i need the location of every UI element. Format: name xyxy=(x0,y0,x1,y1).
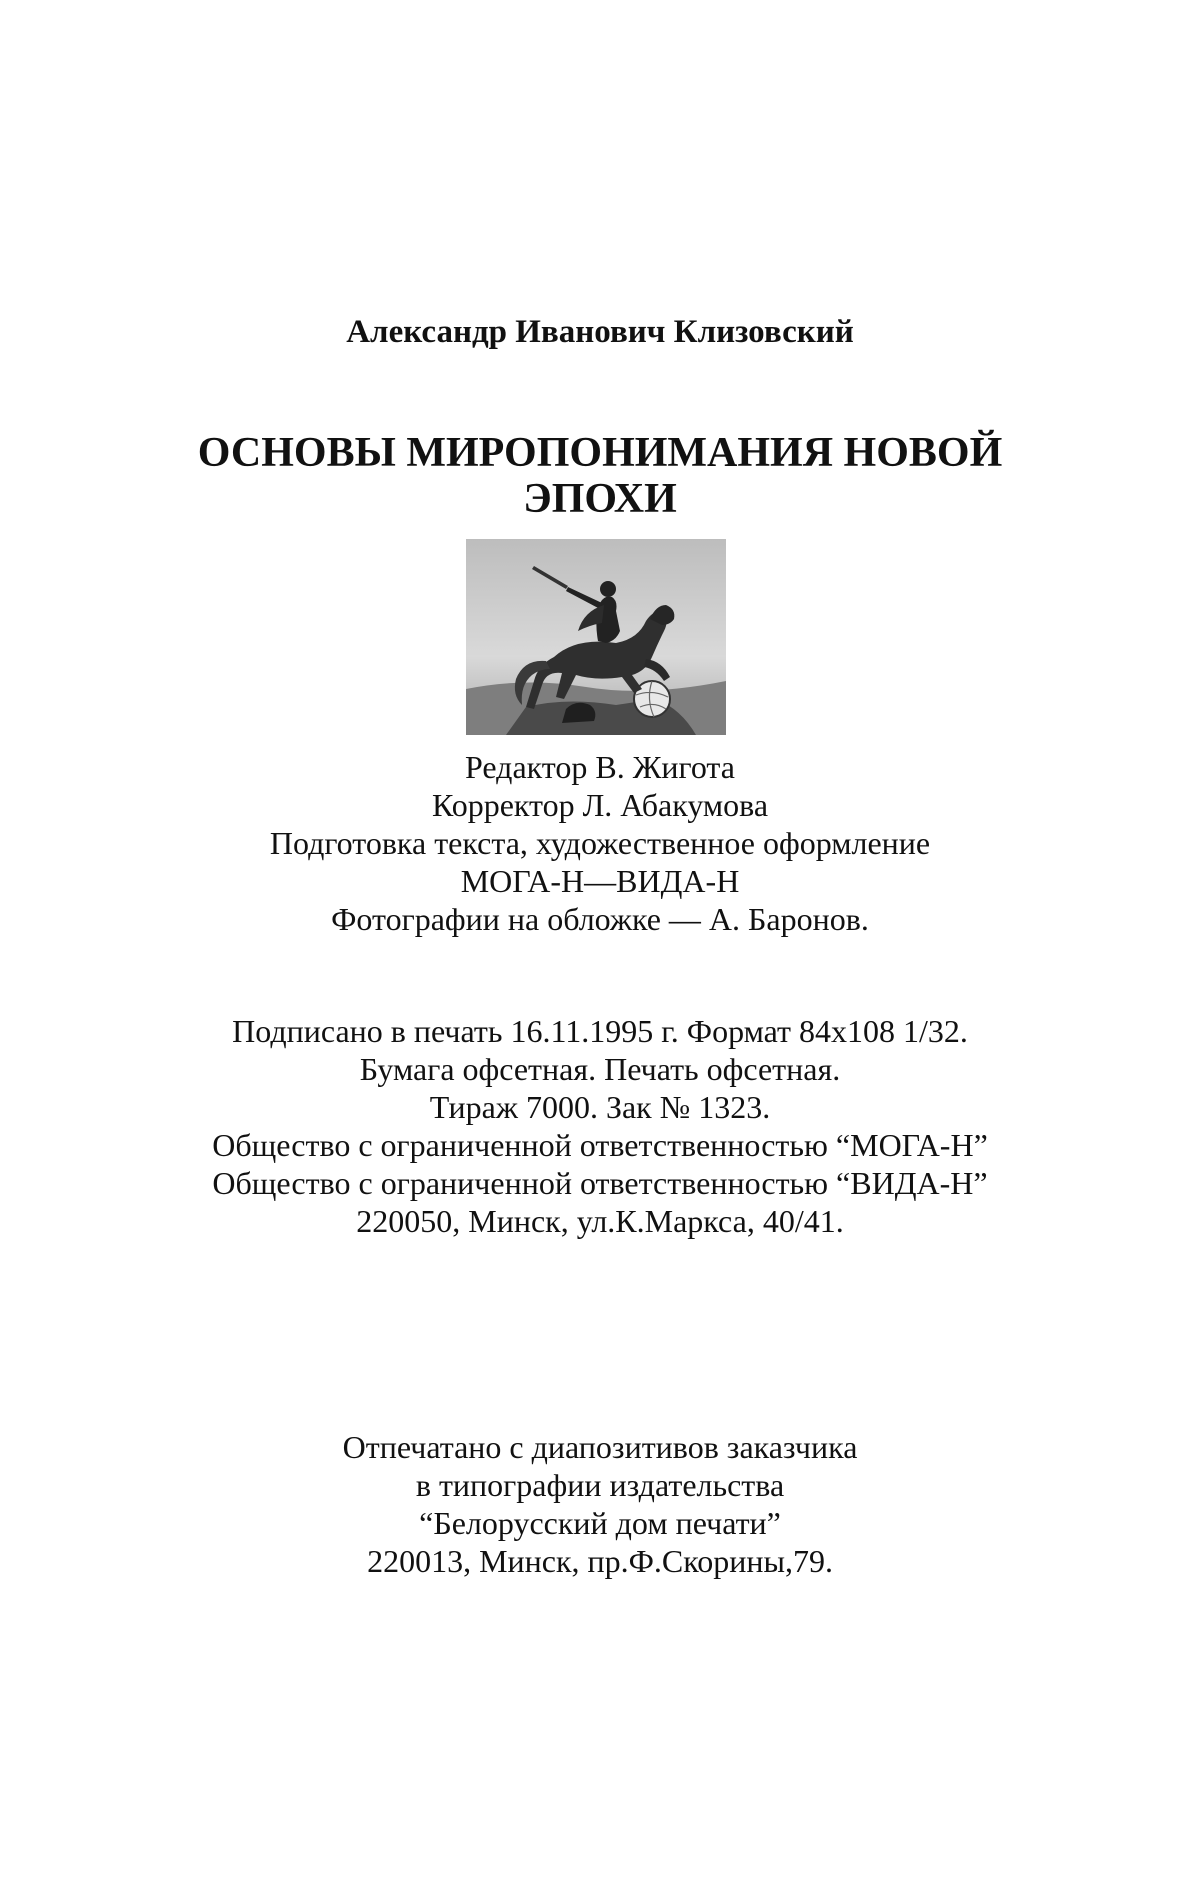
printer-line-4: 220013, Минск, пр.Ф.Скорины,79. xyxy=(367,1543,833,1579)
printer-line-3: “Белорусский дом печати” xyxy=(419,1505,781,1541)
printer-line-2: в типографии издательства xyxy=(415,1467,785,1503)
book-title-line-2: ЭПОХИ xyxy=(523,476,677,522)
publisher-line-1: Общество с ограниченной ответственностью “МОГА-Н” xyxy=(212,1127,988,1163)
publisher-line-2: Общество с ограниченной ответственностью “ВИДА-Н” xyxy=(212,1165,988,1201)
horseman-statue-photo xyxy=(466,539,726,735)
preparation-line: Подготовка текста, художественное оформление xyxy=(269,825,931,861)
corrector-line: Корректор Л. Абакумова xyxy=(431,787,769,823)
photos-line: Фотографии на обложке — А. Баронов. xyxy=(331,901,869,937)
author-name: Александр Иванович Клизовский xyxy=(346,314,854,350)
imprint-block xyxy=(0,1012,1200,1240)
run-line: Тираж 7000. Зак № 1323. xyxy=(429,1089,771,1125)
paper-line: Бумага офсетная. Печать офсетная. xyxy=(359,1051,841,1087)
book-title-line-1: ОСНОВЫ МИРОПОНИМАНИЯ НОВОЙ xyxy=(197,430,1003,476)
studio-line: МОГА-Н—ВИДА-Н xyxy=(460,863,740,899)
printer-line-1: Отпечатано с диапозитивов заказчика xyxy=(342,1429,858,1465)
address-line: 220050, Минск, ул.К.Маркса, 40/41. xyxy=(356,1203,844,1239)
editor-line: Редактор В. Жигота xyxy=(465,749,735,785)
signed-line: Подписано в печать 16.11.1995 г. Формат 84x108 1/32. xyxy=(232,1013,968,1049)
book-title xyxy=(0,430,1200,522)
credits-block xyxy=(0,748,1200,938)
printer-block xyxy=(0,1428,1200,1580)
horseman-statue-icon xyxy=(466,539,726,735)
